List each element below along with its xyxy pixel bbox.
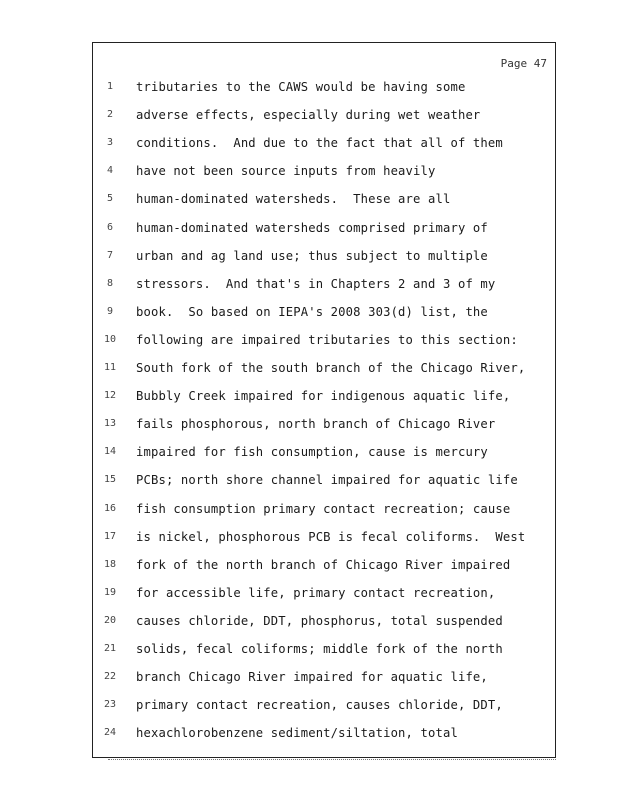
- transcript-line: urban and ag land use; thus subject to multiple: [136, 248, 488, 263]
- transcript-line: book. So based on IEPA's 2008 303(d) list, the: [136, 304, 488, 319]
- transcript-line: tributaries to the CAWS would be having some: [136, 80, 466, 94]
- line-number: 5: [106, 193, 114, 205]
- transcript-line: impaired for fish consumption, cause is mercury: [136, 445, 488, 460]
- line-number: 16: [103, 502, 117, 514]
- transcript-line: hexachlorobenzene sediment/siltation, total: [136, 726, 458, 741]
- transcript-line: conditions. And due to the fact that all of them: [136, 136, 503, 151]
- line-number: 20: [103, 614, 117, 626]
- transcript-line: is nickel, phosphorous PCB is fecal coliforms. West: [136, 529, 526, 544]
- transcript-line: branch Chicago River impaired for aquatic life,: [136, 670, 488, 685]
- line-number: 15: [103, 474, 117, 486]
- line-number: 2: [106, 109, 114, 121]
- transcript-line: human-dominated watersheds. These are all: [136, 192, 451, 207]
- transcript-line: primary contact recreation, causes chloride, DDT,: [136, 698, 503, 713]
- transcript-line: South fork of the south branch of the Chicago River,: [136, 361, 526, 375]
- line-number: 7: [106, 249, 114, 261]
- line-number: 14: [103, 446, 117, 458]
- transcript-line: solids, fecal coliforms; middle fork of the north: [136, 642, 503, 656]
- transcript-line: fails phosphorous, north branch of Chicago River: [136, 417, 496, 432]
- line-number: 12: [103, 390, 117, 402]
- line-number: 21: [103, 643, 117, 654]
- transcript-line: causes chloride, DDT, phosphorus, total suspended: [136, 613, 503, 628]
- line-number: 19: [103, 586, 117, 598]
- transcript-line: following are impaired tributaries to this section:: [136, 332, 518, 347]
- line-number: 6: [106, 221, 114, 233]
- page-number-label: Page 47: [500, 57, 547, 70]
- transcript-page-frame: [92, 42, 556, 758]
- line-number: 13: [103, 418, 117, 430]
- transcript-line: PCBs; north shore channel impaired for aquatic life: [136, 473, 518, 488]
- transcript-line: stressors. And that's in Chapters 2 and 3 of my: [136, 276, 496, 291]
- transcript-line: for accessible life, primary contact recreation,: [136, 585, 496, 600]
- transcript-line: adverse effects, especially during wet weather: [136, 108, 481, 123]
- line-number: 3: [106, 137, 114, 149]
- transcript-line: have not been source inputs from heavily: [136, 164, 436, 179]
- line-number: 9: [106, 305, 114, 317]
- line-number: 24: [103, 727, 117, 739]
- footer-rule: [108, 759, 556, 760]
- line-number: 18: [103, 558, 117, 570]
- transcript-line: fish consumption primary contact recreation; cause: [136, 501, 511, 516]
- line-number: 4: [106, 165, 114, 177]
- line-number: 10: [103, 333, 117, 345]
- line-number: 23: [103, 699, 117, 711]
- line-number: 1: [106, 81, 114, 92]
- line-number: 11: [103, 362, 117, 373]
- line-number: 22: [103, 671, 117, 683]
- line-number: 17: [103, 530, 117, 542]
- line-number: 8: [106, 277, 114, 289]
- transcript-line: human-dominated watersheds comprised primary of: [136, 220, 488, 235]
- transcript-line: fork of the north branch of Chicago River impaired: [136, 557, 511, 572]
- transcript-line: Bubbly Creek impaired for indigenous aquatic life,: [136, 389, 511, 404]
